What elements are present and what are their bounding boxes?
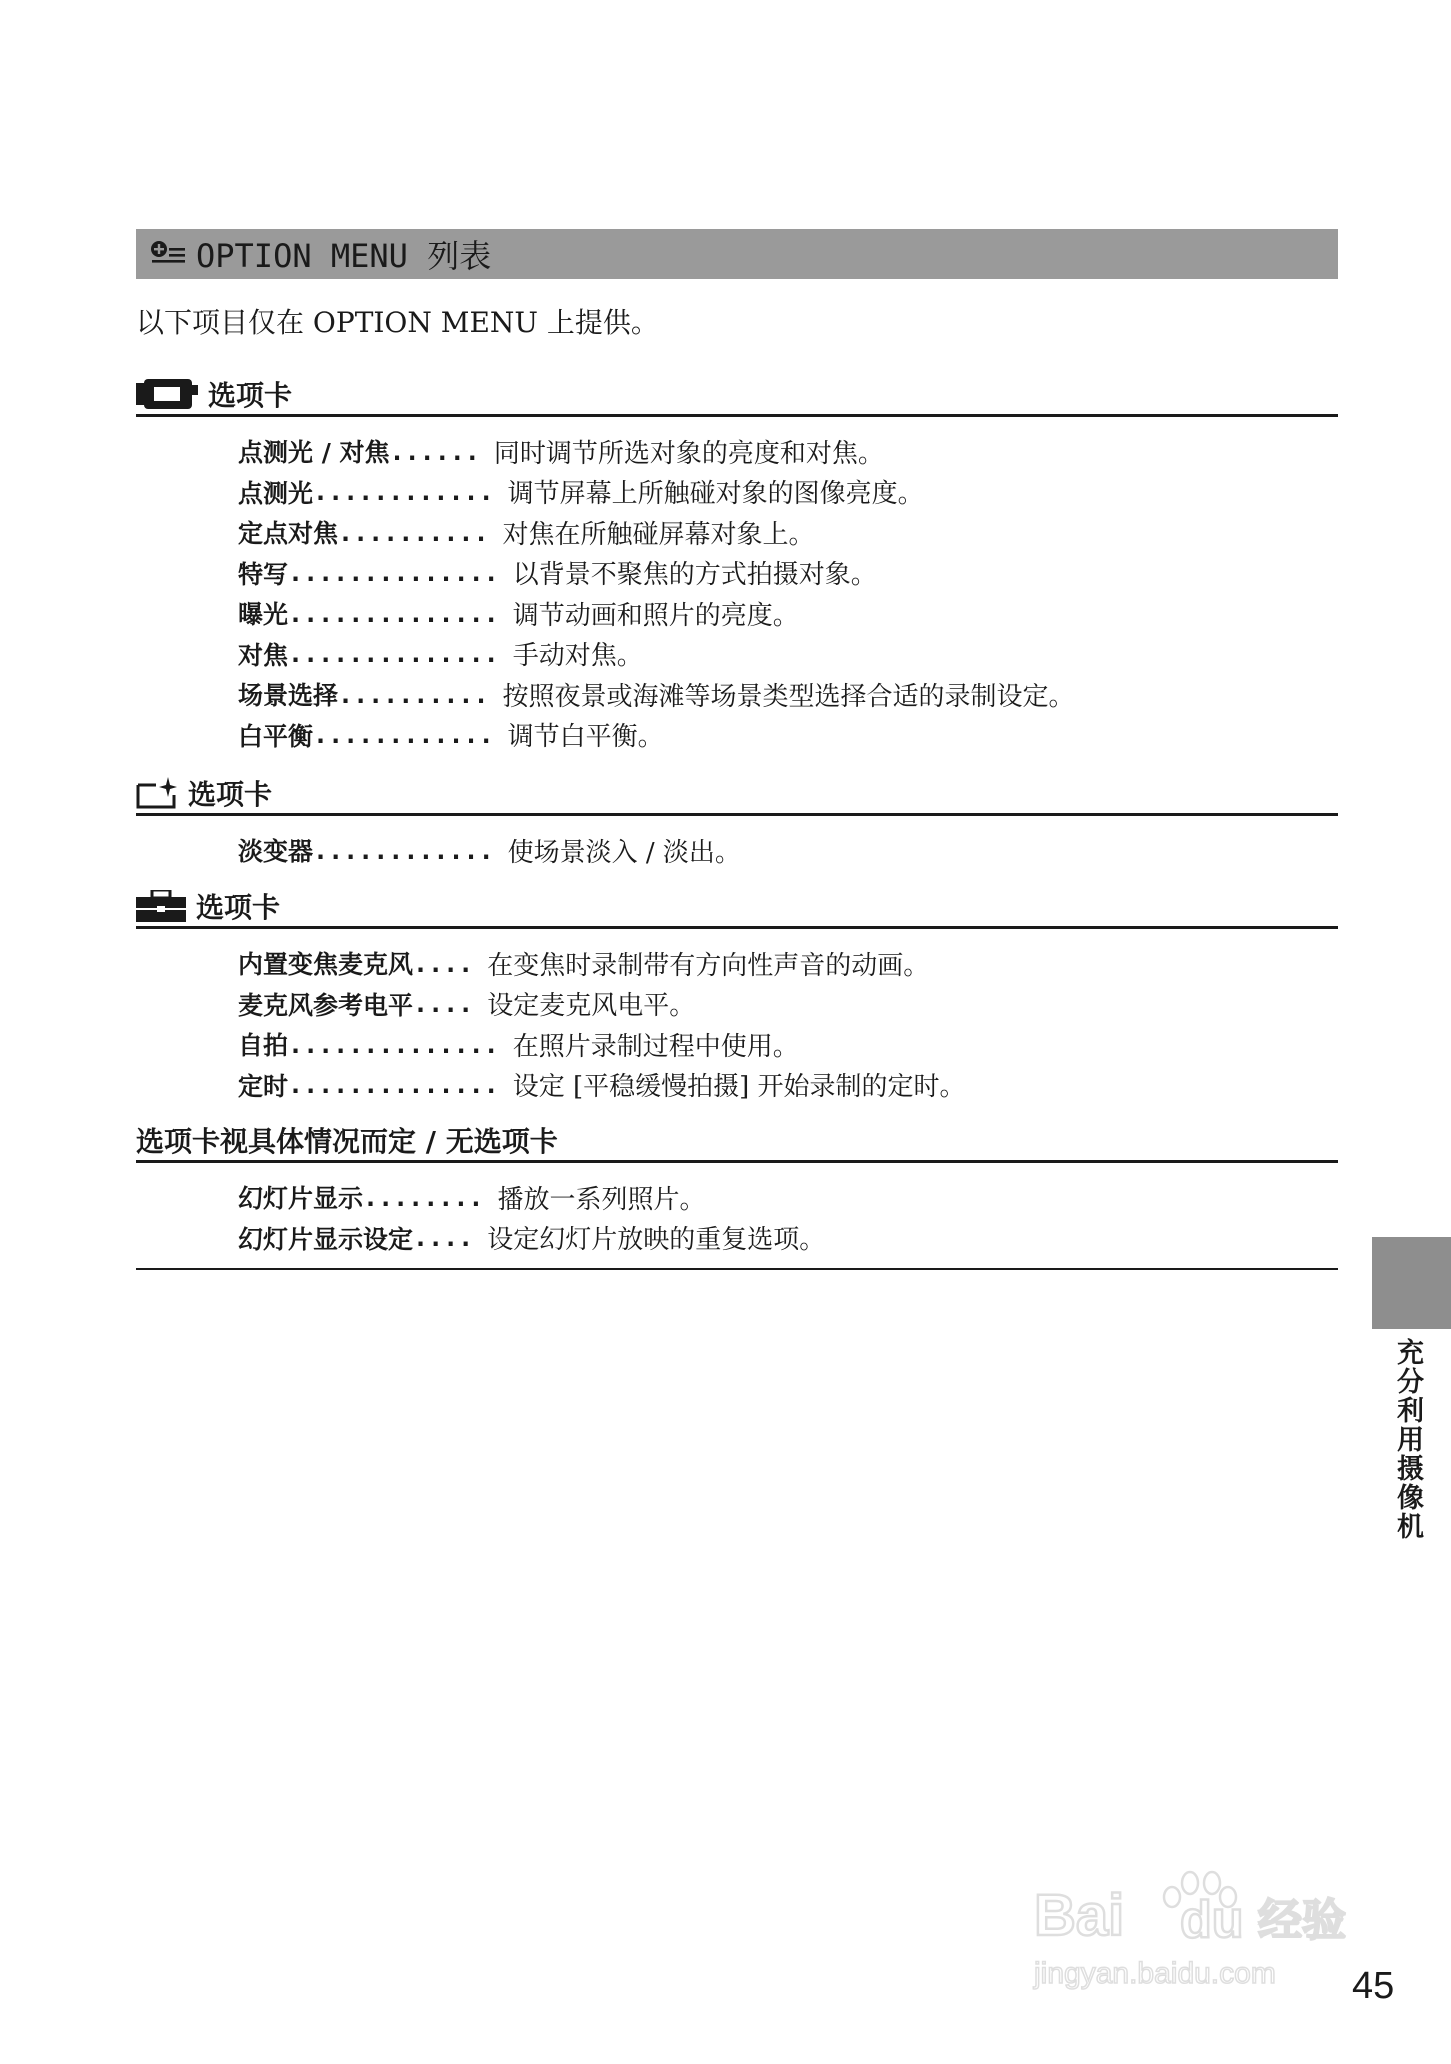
leader-dots: .............. bbox=[288, 639, 499, 669]
section-label: 选项卡视具体情况而定 / 无选项卡 bbox=[136, 1125, 558, 1158]
menu-item-description: 设定幻灯片放映的重复选项。 bbox=[487, 1225, 826, 1256]
menu-item-row bbox=[238, 1065, 1338, 1106]
page-number: 45 bbox=[1352, 1965, 1395, 2007]
menu-item-description: 设定 [平稳缓慢拍摄] 开始录制的定时。 bbox=[512, 1072, 966, 1103]
leader-dots: .............. bbox=[288, 558, 499, 588]
menu-item-row bbox=[238, 830, 1338, 871]
section-toolbox-tab bbox=[136, 886, 1338, 1105]
section-effects-tab bbox=[136, 773, 1338, 871]
menu-item-description: 对焦在所触碰屏幕对象上。 bbox=[502, 519, 815, 550]
section-label: 选项卡 bbox=[208, 379, 293, 412]
menu-item-row bbox=[238, 1024, 1338, 1065]
svg-text:Bai: Bai bbox=[1034, 1883, 1125, 1948]
menu-item-description: 手动对焦。 bbox=[512, 641, 643, 672]
menu-item-term: 场景选择 bbox=[238, 681, 339, 711]
watermark-brand-text: 经验 bbox=[1258, 1896, 1346, 1945]
menu-item-description: 调节动画和照片的亮度。 bbox=[512, 600, 799, 631]
menu-item-description: 调节白平衡。 bbox=[507, 722, 664, 753]
menu-item-description: 按照夜景或海滩等场景类型选择合适的录制设定。 bbox=[502, 681, 1075, 712]
menu-item-row bbox=[238, 553, 1338, 594]
section-heading bbox=[136, 773, 1338, 816]
intro-text: 以下项目仅在 OPTION MENU 上提供。 bbox=[136, 306, 659, 339]
leader-dots: .............. bbox=[288, 1029, 499, 1059]
menu-item-row bbox=[238, 431, 1338, 472]
menu-item-description: 设定麦克风电平。 bbox=[487, 991, 696, 1022]
menu-item-description: 使场景淡入 / 淡出。 bbox=[507, 837, 741, 868]
menu-item-term: 曝光 bbox=[238, 600, 289, 630]
menu-item-description: 以背景不聚焦的方式拍摄对象。 bbox=[512, 560, 877, 591]
menu-item-term: 特写 bbox=[238, 559, 289, 589]
leader-dots: ............ bbox=[313, 477, 494, 507]
chapter-tab-marker bbox=[1372, 1237, 1451, 1329]
leader-dots: .............. bbox=[288, 598, 499, 628]
leader-dots: ...... bbox=[389, 436, 480, 466]
menu-item-row bbox=[238, 984, 1338, 1025]
section-label: 选项卡 bbox=[188, 778, 273, 811]
section-heading bbox=[136, 886, 1338, 929]
menu-item-term: 幻灯片显示设定 bbox=[238, 1224, 414, 1254]
menu-item-row bbox=[238, 512, 1338, 553]
leader-dots: .............. bbox=[288, 1070, 499, 1100]
menu-item-row bbox=[238, 715, 1338, 756]
effects-tab-icon bbox=[136, 777, 178, 809]
menu-item-term: 点测光 / 对焦 bbox=[238, 438, 390, 468]
menu-item-row bbox=[238, 634, 1338, 675]
menu-item-term: 对焦 bbox=[238, 640, 289, 670]
menu-item-row bbox=[238, 593, 1338, 634]
leader-dots: ............ bbox=[313, 835, 494, 865]
menu-item-row bbox=[238, 943, 1338, 984]
leader-dots: ............ bbox=[313, 720, 494, 750]
menu-item-description: 播放一系列照片。 bbox=[497, 1184, 706, 1215]
menu-item-term: 麦克风参考电平 bbox=[238, 990, 414, 1020]
leader-dots: .... bbox=[413, 989, 474, 1019]
watermark-url: jingyan.baidu.com bbox=[1034, 1957, 1276, 1990]
menu-item-description: 在变焦时录制带有方向性声音的动画。 bbox=[487, 950, 930, 981]
menu-item-description: 同时调节所选对象的亮度和对焦。 bbox=[493, 438, 884, 469]
section-label: 选项卡 bbox=[196, 891, 281, 924]
camera-tab-icon bbox=[136, 379, 198, 409]
leader-dots: .... bbox=[413, 948, 474, 978]
leader-dots: .......... bbox=[338, 517, 489, 547]
menu-item-row bbox=[238, 1218, 1338, 1259]
baidu-watermark-logo bbox=[1030, 1845, 1360, 1995]
menu-item-term: 定点对焦 bbox=[238, 519, 339, 549]
section-heading bbox=[136, 1120, 1338, 1163]
bottom-divider bbox=[136, 1268, 1338, 1270]
section-title-bar bbox=[136, 229, 1338, 279]
section-camera-tab bbox=[136, 374, 1338, 755]
menu-item-term: 淡变器 bbox=[238, 837, 314, 867]
menu-item-description: 调节屏幕上所触碰对象的图像亮度。 bbox=[507, 479, 924, 510]
leader-dots: ........ bbox=[363, 1182, 484, 1212]
leader-dots: .... bbox=[413, 1223, 474, 1253]
svg-text:du: du bbox=[1180, 1891, 1244, 1949]
menu-item-row bbox=[238, 674, 1338, 715]
section-no-tab bbox=[136, 1120, 1338, 1258]
chapter-side-label: 充分利用摄像机 bbox=[1392, 1338, 1423, 1541]
menu-item-term: 点测光 bbox=[238, 478, 314, 508]
menu-item-term: 白平衡 bbox=[238, 721, 314, 751]
menu-item-term: 自拍 bbox=[238, 1031, 289, 1061]
leader-dots: .......... bbox=[338, 679, 489, 709]
menu-item-row bbox=[238, 472, 1338, 513]
menu-item-description: 在照片录制过程中使用。 bbox=[512, 1031, 799, 1062]
menu-item-row bbox=[238, 1177, 1338, 1218]
menu-item-term: 幻灯片显示 bbox=[238, 1184, 364, 1214]
option-menu-icon bbox=[148, 239, 188, 269]
toolbox-tab-icon bbox=[136, 890, 186, 922]
section-heading bbox=[136, 374, 1338, 417]
menu-item-term: 定时 bbox=[238, 1071, 289, 1101]
page-title: OPTION MENU 列表 bbox=[196, 237, 492, 275]
menu-item-term: 内置变焦麦克风 bbox=[238, 950, 414, 980]
